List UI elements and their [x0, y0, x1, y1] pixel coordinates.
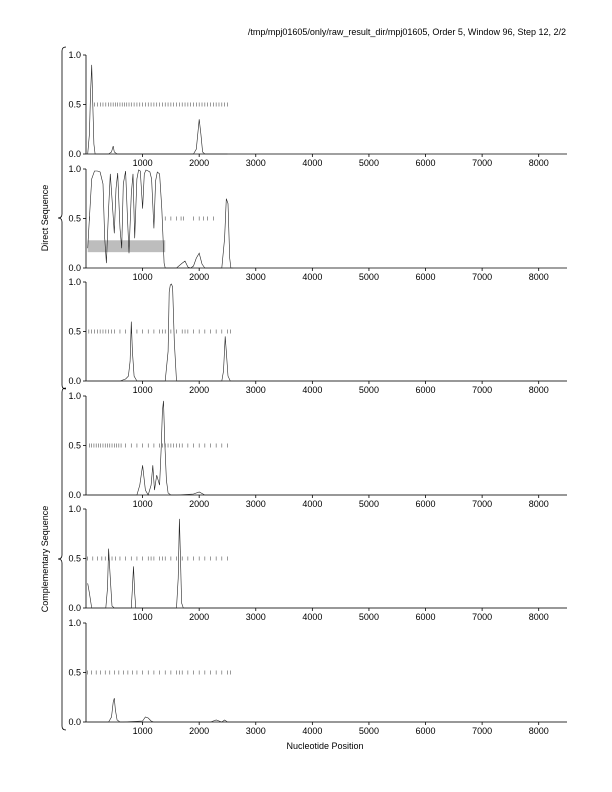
x-tick-label: 6000: [415, 499, 436, 509]
x-tick-label: 4000: [302, 158, 323, 168]
series-line: [88, 519, 567, 608]
x-tick-label: 7000: [472, 158, 493, 168]
x-tick-label: 2000: [189, 499, 210, 509]
series-line: [88, 698, 567, 722]
x-tick-label: 8000: [528, 726, 549, 736]
y-tick-label: 0.0: [68, 603, 81, 613]
x-tick-label: 1000: [132, 612, 153, 622]
panels-layer: [68, 50, 567, 736]
x-tick-label: 6000: [415, 158, 436, 168]
group-label: Complementary Sequence: [40, 505, 50, 613]
y-tick-label: 0.0: [68, 717, 81, 727]
x-tick-label: 5000: [358, 726, 379, 736]
group-bracket: [58, 47, 66, 389]
y-tick-label: 0.5: [68, 440, 81, 451]
x-tick-label: 7000: [472, 612, 493, 622]
y-tick-label: 0.0: [68, 376, 81, 386]
y-tick-label: 0.5: [68, 99, 81, 110]
group-bracket: [58, 388, 66, 730]
group-complementary-sequence: [40, 388, 66, 730]
x-tick-label: 8000: [528, 499, 549, 509]
panel-6: [68, 618, 567, 736]
x-tick-label: 8000: [528, 612, 549, 622]
y-tick-label: 0.0: [68, 149, 81, 159]
x-tick-label: 3000: [245, 499, 266, 509]
panel-2: [68, 164, 567, 282]
y-tick-label: 0.0: [68, 490, 81, 500]
series-line: [88, 170, 233, 268]
x-tick-label: 6000: [415, 612, 436, 622]
x-tick-label: 5000: [358, 612, 379, 622]
header-path-text: /tmp/mpj01605/only/raw_result_dir/mpj01605, Order 5, Window 96, Step 12, 2/2: [247, 27, 566, 37]
x-tick-label: 2000: [189, 726, 210, 736]
x-tick-label: 3000: [245, 272, 266, 282]
x-tick-label: 1000: [132, 499, 153, 509]
x-tick-label: 2000: [189, 612, 210, 622]
x-tick-label: 6000: [415, 385, 436, 395]
x-tick-label: 7000: [472, 272, 493, 282]
panel-1: [68, 50, 567, 168]
y-tick-label: 1.0: [68, 277, 81, 287]
x-tick-label: 4000: [302, 499, 323, 509]
x-axis-label: Nucleotide Position: [286, 741, 364, 751]
x-tick-label: 2000: [189, 158, 210, 168]
x-tick-label: 4000: [302, 385, 323, 395]
x-tick-label: 5000: [358, 499, 379, 509]
x-tick-label: 3000: [245, 158, 266, 168]
group-label: Direct Sequence: [40, 184, 50, 252]
x-tick-label: 3000: [245, 726, 266, 736]
x-tick-label: 3000: [245, 385, 266, 395]
x-tick-label: 6000: [415, 726, 436, 736]
y-tick-label: 0.5: [68, 326, 81, 337]
x-tick-label: 8000: [528, 272, 549, 282]
series-line: [88, 401, 567, 495]
x-tick-label: 4000: [302, 726, 323, 736]
y-tick-label: 1.0: [68, 504, 81, 514]
x-tick-label: 7000: [472, 499, 493, 509]
x-tick-label: 5000: [358, 385, 379, 395]
x-tick-label: 6000: [415, 272, 436, 282]
x-tick-label: 5000: [358, 158, 379, 168]
x-tick-label: 1000: [132, 158, 153, 168]
y-tick-label: 0.5: [68, 667, 81, 678]
panel-3: [68, 277, 567, 395]
panel-5: [68, 504, 567, 622]
y-tick-label: 1.0: [68, 618, 81, 628]
x-tick-label: 1000: [132, 385, 153, 395]
group-brackets-layer: [40, 47, 66, 730]
x-tick-label: 4000: [302, 272, 323, 282]
y-tick-label: 0.5: [68, 553, 81, 564]
x-tick-label: 2000: [189, 272, 210, 282]
y-tick-label: 1.0: [68, 50, 81, 60]
x-tick-label: 4000: [302, 612, 323, 622]
series-line: [88, 65, 228, 154]
x-tick-label: 8000: [528, 158, 549, 168]
x-tick-label: 3000: [245, 612, 266, 622]
x-tick-label: 8000: [528, 385, 549, 395]
x-tick-label: 1000: [132, 726, 153, 736]
x-tick-label: 5000: [358, 272, 379, 282]
y-tick-label: 0.0: [68, 263, 81, 273]
y-tick-label: 1.0: [68, 164, 81, 174]
x-tick-label: 7000: [472, 726, 493, 736]
y-tick-label: 1.0: [68, 391, 81, 401]
x-tick-label: 7000: [472, 385, 493, 395]
x-tick-label: 2000: [189, 385, 210, 395]
panel-4: [68, 391, 567, 509]
x-tick-label: 1000: [132, 272, 153, 282]
group-direct-sequence: [40, 47, 66, 389]
highlight-region: [88, 240, 166, 252]
y-tick-label: 0.5: [68, 213, 81, 224]
